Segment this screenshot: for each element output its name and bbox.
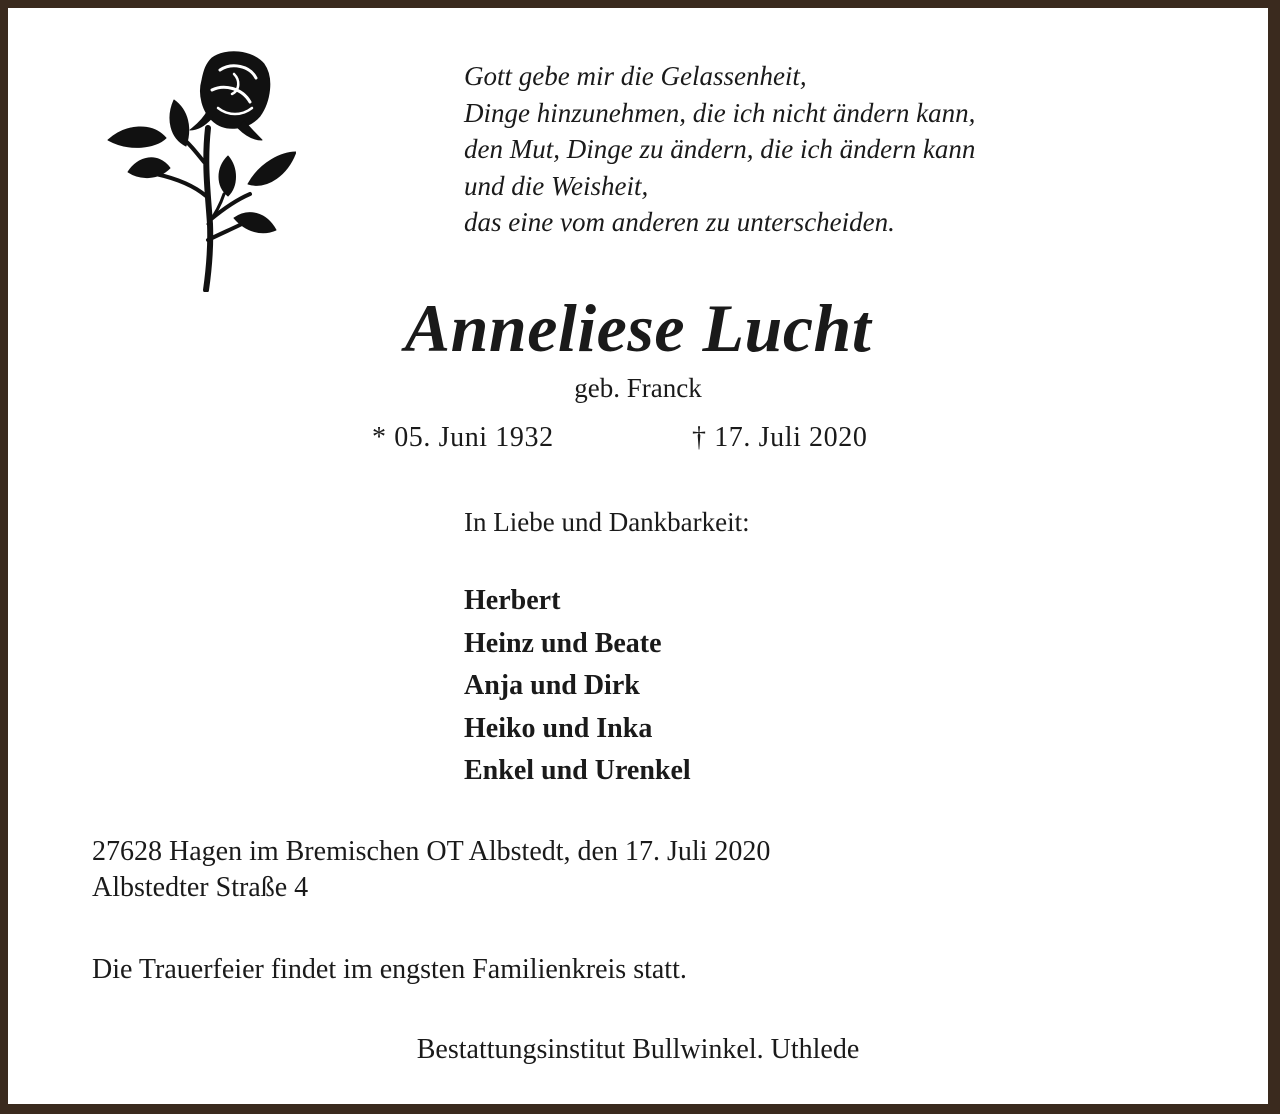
poem bbox=[464, 58, 975, 241]
ceremony-note: Die Trauerfeier findet im engsten Familienkreis statt. bbox=[92, 954, 687, 985]
dedication: In Liebe und Dankbarkeit: bbox=[464, 507, 750, 537]
birth-date: * 05. Juni 1932 bbox=[372, 422, 554, 453]
mourner: Heinz und Beate bbox=[464, 627, 662, 659]
deceased-name: Anneliese Lucht bbox=[404, 290, 872, 366]
birth-name: geb. Franck bbox=[574, 373, 702, 403]
obituary-card bbox=[8, 8, 1268, 1104]
mourner: Enkel und Urenkel bbox=[464, 755, 691, 787]
place-date: 27628 Hagen im Bremischen OT Albstedt, den 17. Juli 2020 bbox=[92, 836, 771, 867]
poem-line: den Mut, Dinge zu ändern, die ich ändern kann bbox=[464, 134, 976, 164]
death-date: † 17. Juli 2020 bbox=[692, 422, 868, 453]
poem-line: und die Weisheit, bbox=[464, 170, 649, 201]
poem-line: Gott gebe mir die Gelassenheit, bbox=[464, 61, 807, 91]
street-address: Albstedter Straße 4 bbox=[92, 872, 309, 903]
poem-line: Dinge hinzunehmen, die ich nicht ändern kann, bbox=[464, 97, 976, 128]
mourner: Anja und Dirk bbox=[464, 670, 640, 702]
mourner: Herbert bbox=[464, 585, 561, 616]
rose-icon bbox=[100, 44, 296, 292]
poem-line: das eine vom anderen zu unterscheiden. bbox=[464, 207, 895, 237]
mourner-list bbox=[464, 580, 691, 793]
undertaker: Bestattungsinstitut Bullwinkel. Uthlede bbox=[416, 1034, 860, 1065]
mourner: Heiko und Inka bbox=[464, 712, 653, 744]
